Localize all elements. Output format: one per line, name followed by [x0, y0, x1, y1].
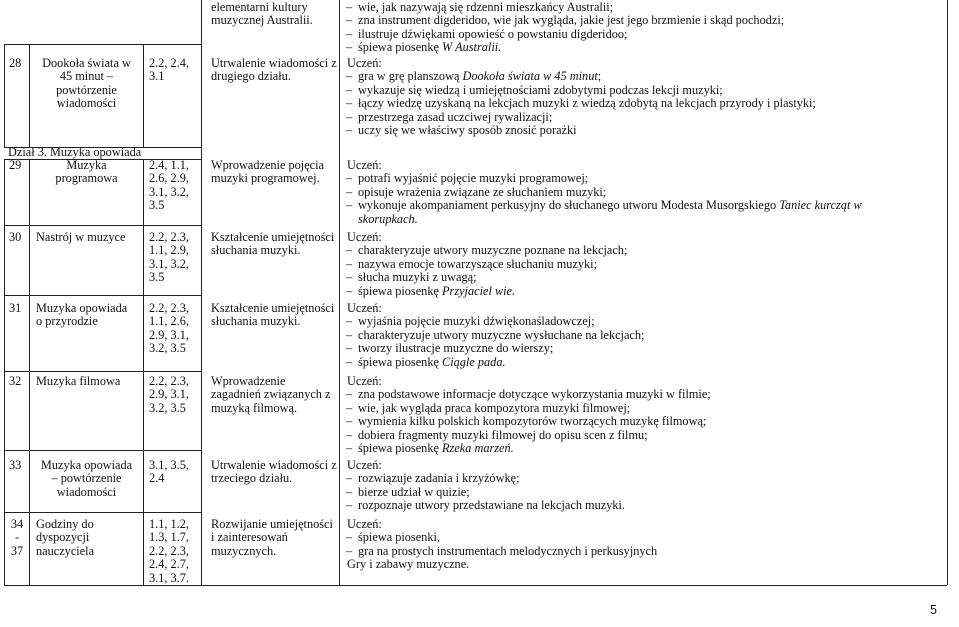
row-line-31 — [4, 295, 201, 296]
row-line-30 — [4, 225, 201, 226]
row-line-33 — [4, 450, 201, 451]
row-line-34 — [4, 512, 201, 513]
lesson-goal-continued: elementarni kultury muzycznej Australii. — [211, 0, 313, 28]
table-border-right — [947, 0, 948, 585]
outcomes-row-34-37: Uczeń: – śpiewa piosenki, – gra na prostych instrumentach melodycznych i perkusyjnych Gry i zabawy muzyczne. — [346, 517, 658, 572]
outcomes-row-29: Uczeń: – potrafi wyjaśnić pojęcie muzyki programowej; – opisuje wrażenia związane ze słuchaniem muzyki; – wykonuje akompaniament perkusyjny do słuchanego utworu Modesta Musorgskiego Taniec kurcząt w skorupkach. — [346, 158, 862, 226]
row-line-32 — [4, 371, 201, 372]
col-divider-goals — [339, 0, 340, 585]
lesson-goal: Kształcenie umiejętności słuchania muzyki. — [211, 230, 335, 258]
lesson-number: 32 — [9, 374, 22, 388]
lesson-topic: Godziny do dyspozycji nauczyciela — [36, 517, 95, 558]
lesson-number: 28 — [9, 56, 22, 70]
outcomes-row-31: Uczeń: – wyjaśnia pojęcie muzyki dźwiękonaśladowczej; – charakteryzuje utwory muzyczne wysłuchane na lekcjach; – tworzy ilustracje muzyczne do wierszy; – śpiewa piosenkę Ciągle pada. — [346, 301, 645, 369]
outcomes-row-28-continued: – wie, jak nazywają się rdzenni mieszkańcy Australii; – zna instrument digderidoo, wie jak wygląda, jakie jest jego brzmienie i skąd pochodzi; – ilustruje dźwiękami opowieść o powstaniu digderidoo; – śpiewa piosenkę W Australii. — [346, 0, 785, 55]
table-border-left — [4, 44, 5, 147]
lesson-topic: Muzyka filmowa — [36, 374, 121, 388]
page-number: 5 — [930, 602, 937, 617]
lesson-goal: Kształcenie umiejętności słuchania muzyki. — [211, 301, 335, 329]
outcomes-row-32: Uczeń: – zna podstawowe informacje dotyczące wykorzystania muzyki w filmie; – wie, jak wygląda praca kompozytora muzyki filmowej; – wymienia kilku polskich kompozytorów tworzących muzykę filmową; – dobiera fragmenty muzyki filmowej do opisu scen z filmu; – śpiewa piosenkę Rzeka marzeń. — [346, 374, 711, 455]
lesson-topic: Muzyka opowiada – powtórzenie wiadomości — [40, 458, 133, 499]
lesson-number: 31 — [9, 301, 22, 315]
lesson-standards: 2.2, 2.3, 2.9, 3.1, 3.2, 3.5 — [149, 374, 189, 415]
section-title: Dział 3. Muzyka opowiada — [8, 145, 142, 159]
outcomes-row-28: Uczeń: – gra w grę planszową Dookoła świata w 45 minut; – wykazuje się wiedzą i umiejętnościami zdobytymi podczas lekcji muzyki; – łączy wiedzę uzyskaną na lekcjach muzyki z wiedzą zdobytą na lekcjach przyrody i plastyki; – przestrzega zasad uczciwej rywalizacji; – uczy się we właściwy sposób znosić porażki — [346, 56, 816, 137]
lesson-goal: Wprowadzenie zagadnień związanych z muzyką filmową. — [211, 374, 331, 415]
lesson-standards: 2.2, 2.4, 3.1 — [149, 56, 189, 84]
col-divider-nr-2 — [29, 159, 30, 585]
lesson-standards: 3.1, 3.5, 2.4 — [149, 458, 189, 486]
lesson-topic: Muzyka programowa — [55, 158, 118, 186]
lesson-goal: Utrwalenie wiadomości z trzeciego działu. — [211, 458, 337, 486]
col-divider-topic — [143, 44, 144, 147]
lesson-number: 30 — [9, 230, 22, 244]
lesson-standards: 2.2, 2.3, 1.1, 2.9, 3.1, 3.2, 3.5 — [149, 230, 189, 285]
row-line-28-top — [4, 44, 201, 45]
table-border-bottom — [4, 585, 947, 586]
lesson-goal: Wprowadzenie pojęcia muzyki programowej. — [211, 158, 325, 186]
lesson-standards: 1.1, 1.2, 1.3, 1.7, 2.2, 2.3, 2.4, 2.7, 3.1, 3.7. — [149, 517, 189, 585]
lesson-number: 34 - 37 — [10, 517, 24, 558]
lesson-number: 29 — [9, 158, 22, 172]
col-divider-standards — [201, 0, 202, 585]
lesson-topic: Muzyka opowiada o przyrodzie — [36, 301, 128, 329]
outcomes-row-33: Uczeń: – rozwiązuje zadania i krzyżówkę; – bierze udział w quizie; – rozpoznaje utwory przedstawiane na lekcjach muzyki. — [346, 458, 626, 513]
col-divider-topic-2 — [143, 159, 144, 585]
lesson-goal: Utrwalenie wiadomości z drugiego działu. — [211, 56, 337, 84]
lesson-number: 33 — [9, 458, 22, 472]
outcomes-row-30: Uczeń: – charakteryzuje utwory muzyczne poznane na lekcjach; – nazywa emocje towarzyszące słuchaniu muzyki; – słucha muzyki z uwagą; – śpiewa piosenkę Przyjaciel wie. — [346, 230, 628, 298]
lesson-topic: Dookoła świata w 45 minut – powtórzenie wiadomości — [42, 56, 131, 111]
lesson-standards: 2.4, 1.1, 2.6, 2.9, 3.1, 3.2, 3.5 — [149, 158, 189, 213]
lesson-goal: Rozwijanie umiejętności i zainteresowań muzycznych. — [211, 517, 333, 558]
lesson-standards: 2.2, 2.3, 1.1, 2.6, 2.9, 3.1, 3.2, 3.5 — [149, 301, 189, 356]
lesson-topic: Nastrój w muzyce — [36, 230, 126, 244]
